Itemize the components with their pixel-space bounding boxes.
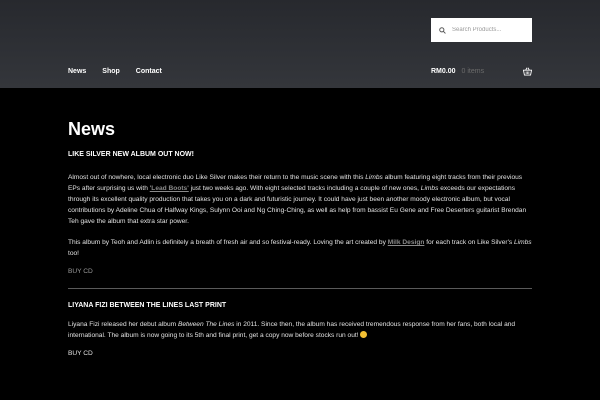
buy-cd-button[interactable]: BUY CD <box>68 350 93 357</box>
post-title[interactable]: LIYANA FIZI BETWEEN THE LINES LAST PRINT <box>68 302 227 309</box>
main-content <box>68 118 532 357</box>
buy-cd-button[interactable]: BUY CD <box>68 268 93 275</box>
post-divider <box>68 288 532 289</box>
milk-design-link[interactable]: Milk Design <box>387 239 425 246</box>
post-paragraph: Almost out of nowhere, local electronic duo Like Silver makes their return to the music scene with this Limbs album featuring eight tracks from their previous EPs after surprising us with 'Lead Boots' just two weeks ago. With eight selected tracks including a couple of new ones, Limbs exceeds our expectations through its excellent quality production that takes you on a dark and futuristic journey. It could have just been another moody electronic album, but vocal contributions by Adeline Chua of Halfway Kings, Sulynn Ooi and Ng Ching-Ching, as well as help from bassist Eu Gene and Free Deserters guitarist Brendan Teh gave the album that extra star power. <box>68 174 527 225</box>
page-title: News <box>68 119 116 139</box>
post-paragraph: Liyana Fizi released her debut album Between The Lines in 2011. Since then, the album has received tremendous response from her fans, both local and international. The album is now going to its 5th and final print, get a copy now before stocks run out! <box>68 321 516 339</box>
search-icon <box>439 27 446 34</box>
smiley-icon <box>360 331 367 338</box>
cart-summary[interactable] <box>431 68 484 75</box>
cart-total: RM0.00 <box>431 68 456 75</box>
site-header <box>0 0 600 88</box>
cart-count: 0 items <box>461 68 485 75</box>
nav-shop[interactable]: Shop <box>102 68 120 75</box>
lead-boots-link[interactable]: 'Lead Boots' <box>149 185 189 192</box>
nav-contact[interactable]: Contact <box>135 68 162 75</box>
post-like-silver <box>68 150 532 275</box>
basket-icon[interactable] <box>523 67 532 76</box>
post-liyana-fizi <box>68 301 532 357</box>
product-search[interactable] <box>431 18 532 42</box>
nav-news[interactable]: News <box>68 68 87 75</box>
post-title[interactable]: LIKE SILVER NEW ALBUM OUT NOW! <box>68 151 194 158</box>
search-input[interactable] <box>452 27 532 33</box>
post-paragraph: This album by Teoh and Adlin is definitely a breath of fresh air and so festival-ready. Loving the art created by Milk Design for each track on Like Silver's Limbs too! <box>68 239 532 257</box>
primary-nav <box>68 68 178 75</box>
